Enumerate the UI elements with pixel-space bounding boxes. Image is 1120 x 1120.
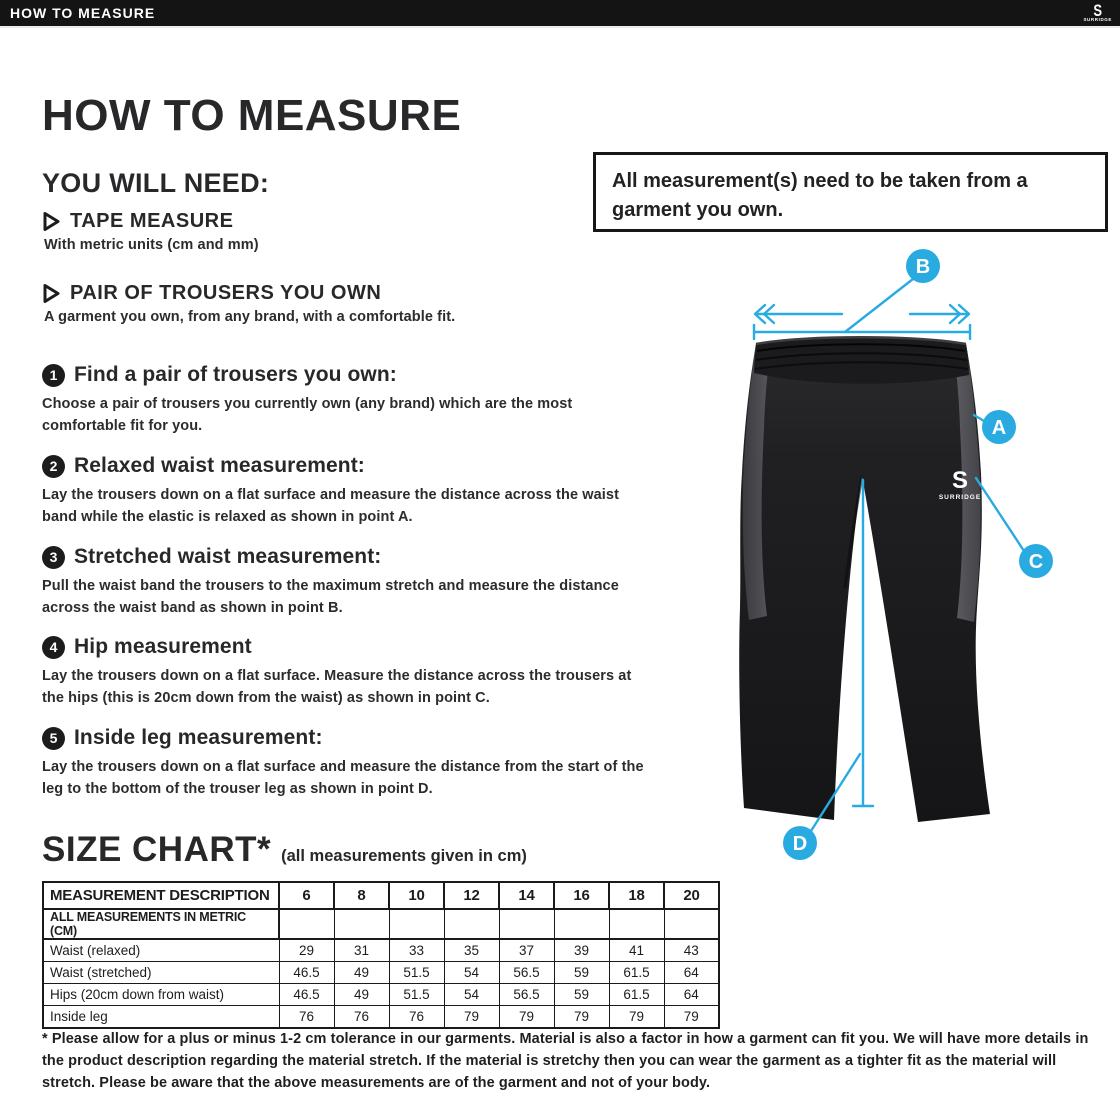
size-chart-subtitle: (all measurements given in cm) [281, 847, 527, 865]
size-value: 79 [664, 1006, 719, 1029]
size-value: 46.5 [279, 962, 334, 984]
header-size: 20 [664, 882, 719, 909]
empty-cell [444, 909, 499, 939]
row-label: Waist (stretched) [43, 962, 279, 984]
notice-box: All measurement(s) need to be taken from a garment you own. [593, 152, 1108, 232]
size-value: 56.5 [499, 984, 554, 1006]
empty-cell [334, 909, 389, 939]
size-table-section-row [43, 909, 719, 939]
size-value: 79 [444, 1006, 499, 1029]
size-value: 61.5 [609, 962, 664, 984]
size-value: 64 [664, 962, 719, 984]
size-value: 76 [389, 1006, 444, 1029]
step-number-badge: 3 [42, 546, 65, 569]
header-size: 16 [554, 882, 609, 909]
point-b-label: B [915, 256, 931, 278]
you-will-need-heading: YOU WILL NEED: [42, 168, 270, 199]
header-size: 10 [389, 882, 444, 909]
step-3 [42, 545, 662, 620]
size-value: 79 [609, 1006, 664, 1029]
surridge-logo-text: SURRIDGE [938, 494, 982, 501]
step-title: Find a pair of trousers you own: [74, 363, 397, 386]
step-body: Lay the trousers down on a flat surface. Measure the distance across the trousers at the hips (this is 20cm down from the waist) as shown in point C. [42, 668, 632, 706]
leader-line-b [845, 279, 913, 332]
need-item-title: TAPE MEASURE [70, 210, 234, 232]
size-chart-footnote: * Please allow for a plus or minus 1-2 cm tolerance in our garments. Material is also a factor in how a garment can fit you. We will have more details in the product description regarding the material stretch. If the material is stretchy then you can wear the garment as a tighter fit as the material will stretch. Please be aware that the above measurements are of the garment and not of your body. [42, 1031, 1089, 1091]
size-value: 35 [444, 939, 499, 962]
point-d-label: D [792, 833, 808, 855]
step-body: Lay the trousers down on a flat surface and measure the distance across the waist band while the elastic is relaxed as shown in point A. [42, 487, 619, 525]
section-label: ALL MEASUREMENTS IN METRIC (CM) [43, 909, 279, 939]
size-value: 54 [444, 962, 499, 984]
size-value: 76 [334, 1006, 389, 1029]
surridge-logo-text: SURRIDGE [1083, 16, 1112, 22]
need-item-subtitle: With metric units (cm and mm) [44, 237, 259, 253]
trousers-measure-diagram [738, 248, 1083, 873]
step-number-badge: 1 [42, 364, 65, 387]
size-table-row-inside-leg [43, 1006, 719, 1029]
surridge-logo-icon [1083, 0, 1112, 23]
empty-cell [389, 909, 444, 939]
size-value: 79 [554, 1006, 609, 1029]
size-value: 79 [499, 1006, 554, 1029]
size-value: 49 [334, 984, 389, 1006]
point-a-label: A [991, 417, 1007, 439]
empty-cell [499, 909, 554, 939]
play-triangle-icon [42, 283, 61, 304]
leader-line-c [976, 478, 1024, 551]
row-label: Hips (20cm down from waist) [43, 984, 279, 1006]
trousers-illustration [738, 248, 1083, 873]
size-value: 61.5 [609, 984, 664, 1006]
need-item-trousers [42, 282, 602, 325]
page-title: HOW TO MEASURE [42, 91, 462, 141]
size-value: 29 [279, 939, 334, 962]
header-size: 8 [334, 882, 389, 909]
size-table-row-hips [43, 984, 719, 1006]
size-value: 39 [554, 939, 609, 962]
point-c-label: C [1028, 551, 1044, 573]
size-value: 51.5 [389, 984, 444, 1006]
size-value: 43 [664, 939, 719, 962]
size-value: 64 [664, 984, 719, 1006]
size-value: 46.5 [279, 984, 334, 1006]
step-body: Pull the waist band the trousers to the maximum stretch and measure the distance across the waist band as shown in point B. [42, 578, 619, 616]
size-value: 56.5 [499, 962, 554, 984]
empty-cell [664, 909, 719, 939]
size-value: 76 [279, 1006, 334, 1029]
trousers-shape [739, 337, 990, 822]
step-title: Inside leg measurement: [74, 726, 323, 749]
size-value: 59 [554, 962, 609, 984]
need-item-subtitle: A garment you own, from any brand, with a comfortable fit. [44, 309, 456, 325]
row-label: Waist (relaxed) [43, 939, 279, 962]
step-body: Choose a pair of trousers you currently own (any brand) which are the most comfortable fit for you. [42, 396, 573, 434]
step-number-badge: 5 [42, 727, 65, 750]
header-size: 12 [444, 882, 499, 909]
empty-cell [554, 909, 609, 939]
header-size: 14 [499, 882, 554, 909]
size-table-row-waist-stretched [43, 962, 719, 984]
size-table-header-row [43, 882, 719, 909]
size-value: 49 [334, 962, 389, 984]
size-chart-heading [42, 830, 527, 870]
size-value: 59 [554, 984, 609, 1006]
step-title: Relaxed waist measurement: [74, 454, 365, 477]
need-item-title: PAIR OF TROUSERS YOU OWN [70, 282, 382, 304]
empty-cell [609, 909, 664, 939]
empty-cell [279, 909, 334, 939]
surridge-s-icon: S [1093, 0, 1103, 20]
step-title: Stretched waist measurement: [74, 545, 382, 568]
top-bar-title: HOW TO MEASURE [10, 5, 156, 21]
step-number-badge: 4 [42, 636, 65, 659]
surridge-s-icon: S [951, 467, 969, 494]
step-title: Hip measurement [74, 635, 252, 658]
step-body: Lay the trousers down on a flat surface and measure the distance from the start of the leg to the bottom of the trouser leg as shown in point D. [42, 759, 644, 797]
header-measurement-description: MEASUREMENT DESCRIPTION [43, 882, 279, 909]
step-number-badge: 2 [42, 455, 65, 478]
size-value: 41 [609, 939, 664, 962]
header-size: 18 [609, 882, 664, 909]
size-value: 37 [499, 939, 554, 962]
header-size: 6 [279, 882, 334, 909]
size-value: 33 [389, 939, 444, 962]
need-item-tape-measure [42, 210, 602, 253]
step-4 [42, 635, 662, 710]
size-chart-table [42, 881, 720, 1029]
top-bar [0, 0, 1120, 28]
step-2 [42, 454, 662, 529]
step-5 [42, 726, 662, 801]
size-value: 54 [444, 984, 499, 1006]
size-value: 51.5 [389, 962, 444, 984]
step-1 [42, 363, 662, 438]
play-triangle-icon [42, 211, 61, 232]
size-value: 31 [334, 939, 389, 962]
size-table-row-waist-relaxed [43, 939, 719, 962]
size-chart-title: SIZE CHART* [42, 830, 272, 869]
row-label: Inside leg [43, 1006, 279, 1029]
